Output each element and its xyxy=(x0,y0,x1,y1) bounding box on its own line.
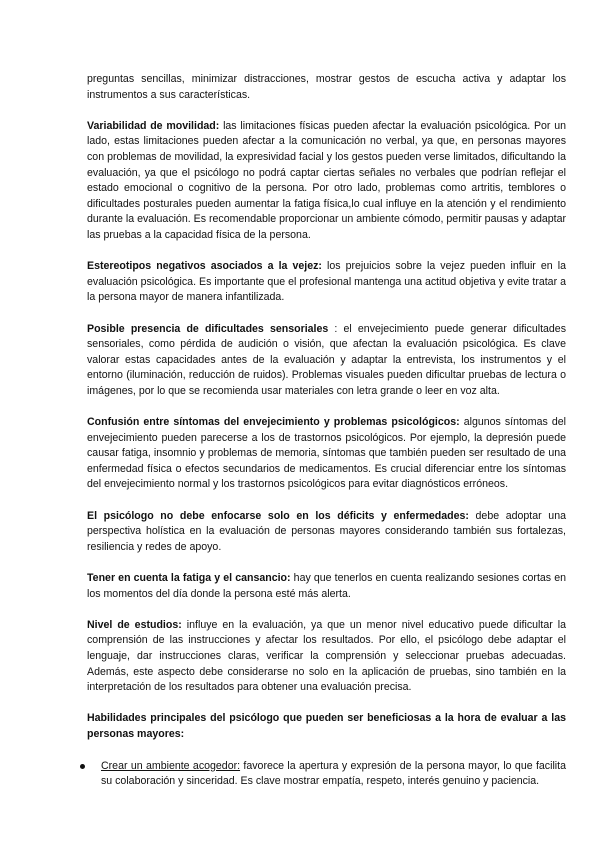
section-title: Posible presencia de dificultades sensoriales xyxy=(87,322,329,335)
section-body: las limitaciones físicas pueden afectar la evaluación psicológica. Por un lado, estas limitaciones pueden afectar a la comunicación no verbal, ya que, en personas mayores con problemas de movilidad, la expresividad facial y los gestos pueden verse limitados, dificultando la evaluación, ya que el psicólogo no podrá captar ciertas señales no verbales que podrían reflejar el estado emocional o cognitivo de la persona. Por otro lado, problemas como artritis, temblores o dificultades posturales pueden aumentar la fatiga física,lo cual influye en la atención y el rendimiento durante la evaluación. Es recomendable proporcionar un ambiente cómodo, permitir pausas y adaptar las pruebas a la capacidad física de la persona. xyxy=(87,119,566,241)
section-fatiga xyxy=(87,571,566,602)
section-title: Estereotipos negativos asociados a la vejez: xyxy=(87,260,322,273)
section-body: debe adoptar una perspectiva holística en la evaluación de personas mayores considerando también sus fortalezas, resiliencia y redes de apoyo. xyxy=(87,509,566,553)
section-deficits xyxy=(87,509,566,556)
section-title: Nivel de estudios: xyxy=(87,618,182,631)
section-body: los prejuicios sobre la vejez pueden influir en la evaluación psicológica. Es importante que el profesional mantenga una actitud objetiva y evite tratar a la persona mayor de manera infantilizada. xyxy=(87,260,566,304)
section-estereotipos xyxy=(87,259,566,306)
section-body: hay que tenerlos en cuenta realizando sesiones cortas en los momentos del día donde la persona esté más alerta. xyxy=(87,572,566,600)
section-nivel-estudios xyxy=(87,618,566,696)
intro-continuation: preguntas sencillas, minimizar distracciones, mostrar gestos de escucha activa y adaptar los instrumentos a sus características. xyxy=(87,73,566,101)
section-confusion-sintomas xyxy=(87,415,566,493)
skill-title: Crear un ambiente acogedor: xyxy=(101,759,241,772)
section-title: Variabilidad de movilidad: xyxy=(87,119,220,132)
skills-heading: Habilidades principales del psicólogo que pueden ser beneficiosas a la hora de evaluar a las personas mayores: xyxy=(87,712,566,740)
skill-body: favorece la apertura y expresión de la persona mayor, lo que facilita su colaboración y sinceridad. Es clave mostrar empatía, respeto, interés genuino y paciencia. xyxy=(101,759,566,788)
section-variabilidad-movilidad xyxy=(87,119,566,244)
section-dificultades-sensoriales xyxy=(87,322,566,400)
section-title: Tener en cuenta la fatiga y el cansancio: xyxy=(87,572,291,584)
section-body: algunos síntomas del envejecimiento pueden parecerse a los de trastornos psicológicos. Por ejemplo, la depresión puede causar fatiga, insomnio y problemas de memoria, síntomas que también pueden ser resultado de una enfermedad física o efectos secundarios de medicamentos. Es crucial diferenciar entre los síntomas del envejecimiento normal y los trastornos psicológicos para evitar diagnósticos erróneos. xyxy=(87,416,566,491)
skills-list xyxy=(87,759,566,790)
section-title: Confusión entre síntomas del envejecimiento y problemas psicológicos: xyxy=(87,416,460,429)
bullet-icon xyxy=(80,764,85,769)
section-title: El psicólogo no debe enfocarse solo en los déficits y enfermedades: xyxy=(87,509,469,522)
section-body: influye en la evaluación, ya que un menor nivel educativo puede dificultar la comprensión de las instrucciones y afectar los resultados. Por ello, el psicólogo debe adaptar el lenguaje, dar instrucciones claras, verificar la comprensión y seleccionar pruebas adecuadas. Además, este aspecto debe considerarse no solo en la aplicación de pruebas, sino también en la interpretación de los resultados para obtener una evaluación precisa. xyxy=(87,618,566,694)
list-item xyxy=(87,759,566,790)
section-body: : el envejecimiento puede generar dificultades sensoriales, como pérdida de audición o visión, que afectan la evaluación psicológica. Es clave valorar estas capacidades antes de la evaluación y adaptar la entrevista, los instrumentos y el entorno (iluminación, reducción de ruidos). Problemas visuales pueden dificultar pruebas de lectura o imágenes, por lo que se recomienda usar materiales con letra grande o leer en voz alta. xyxy=(87,322,566,397)
